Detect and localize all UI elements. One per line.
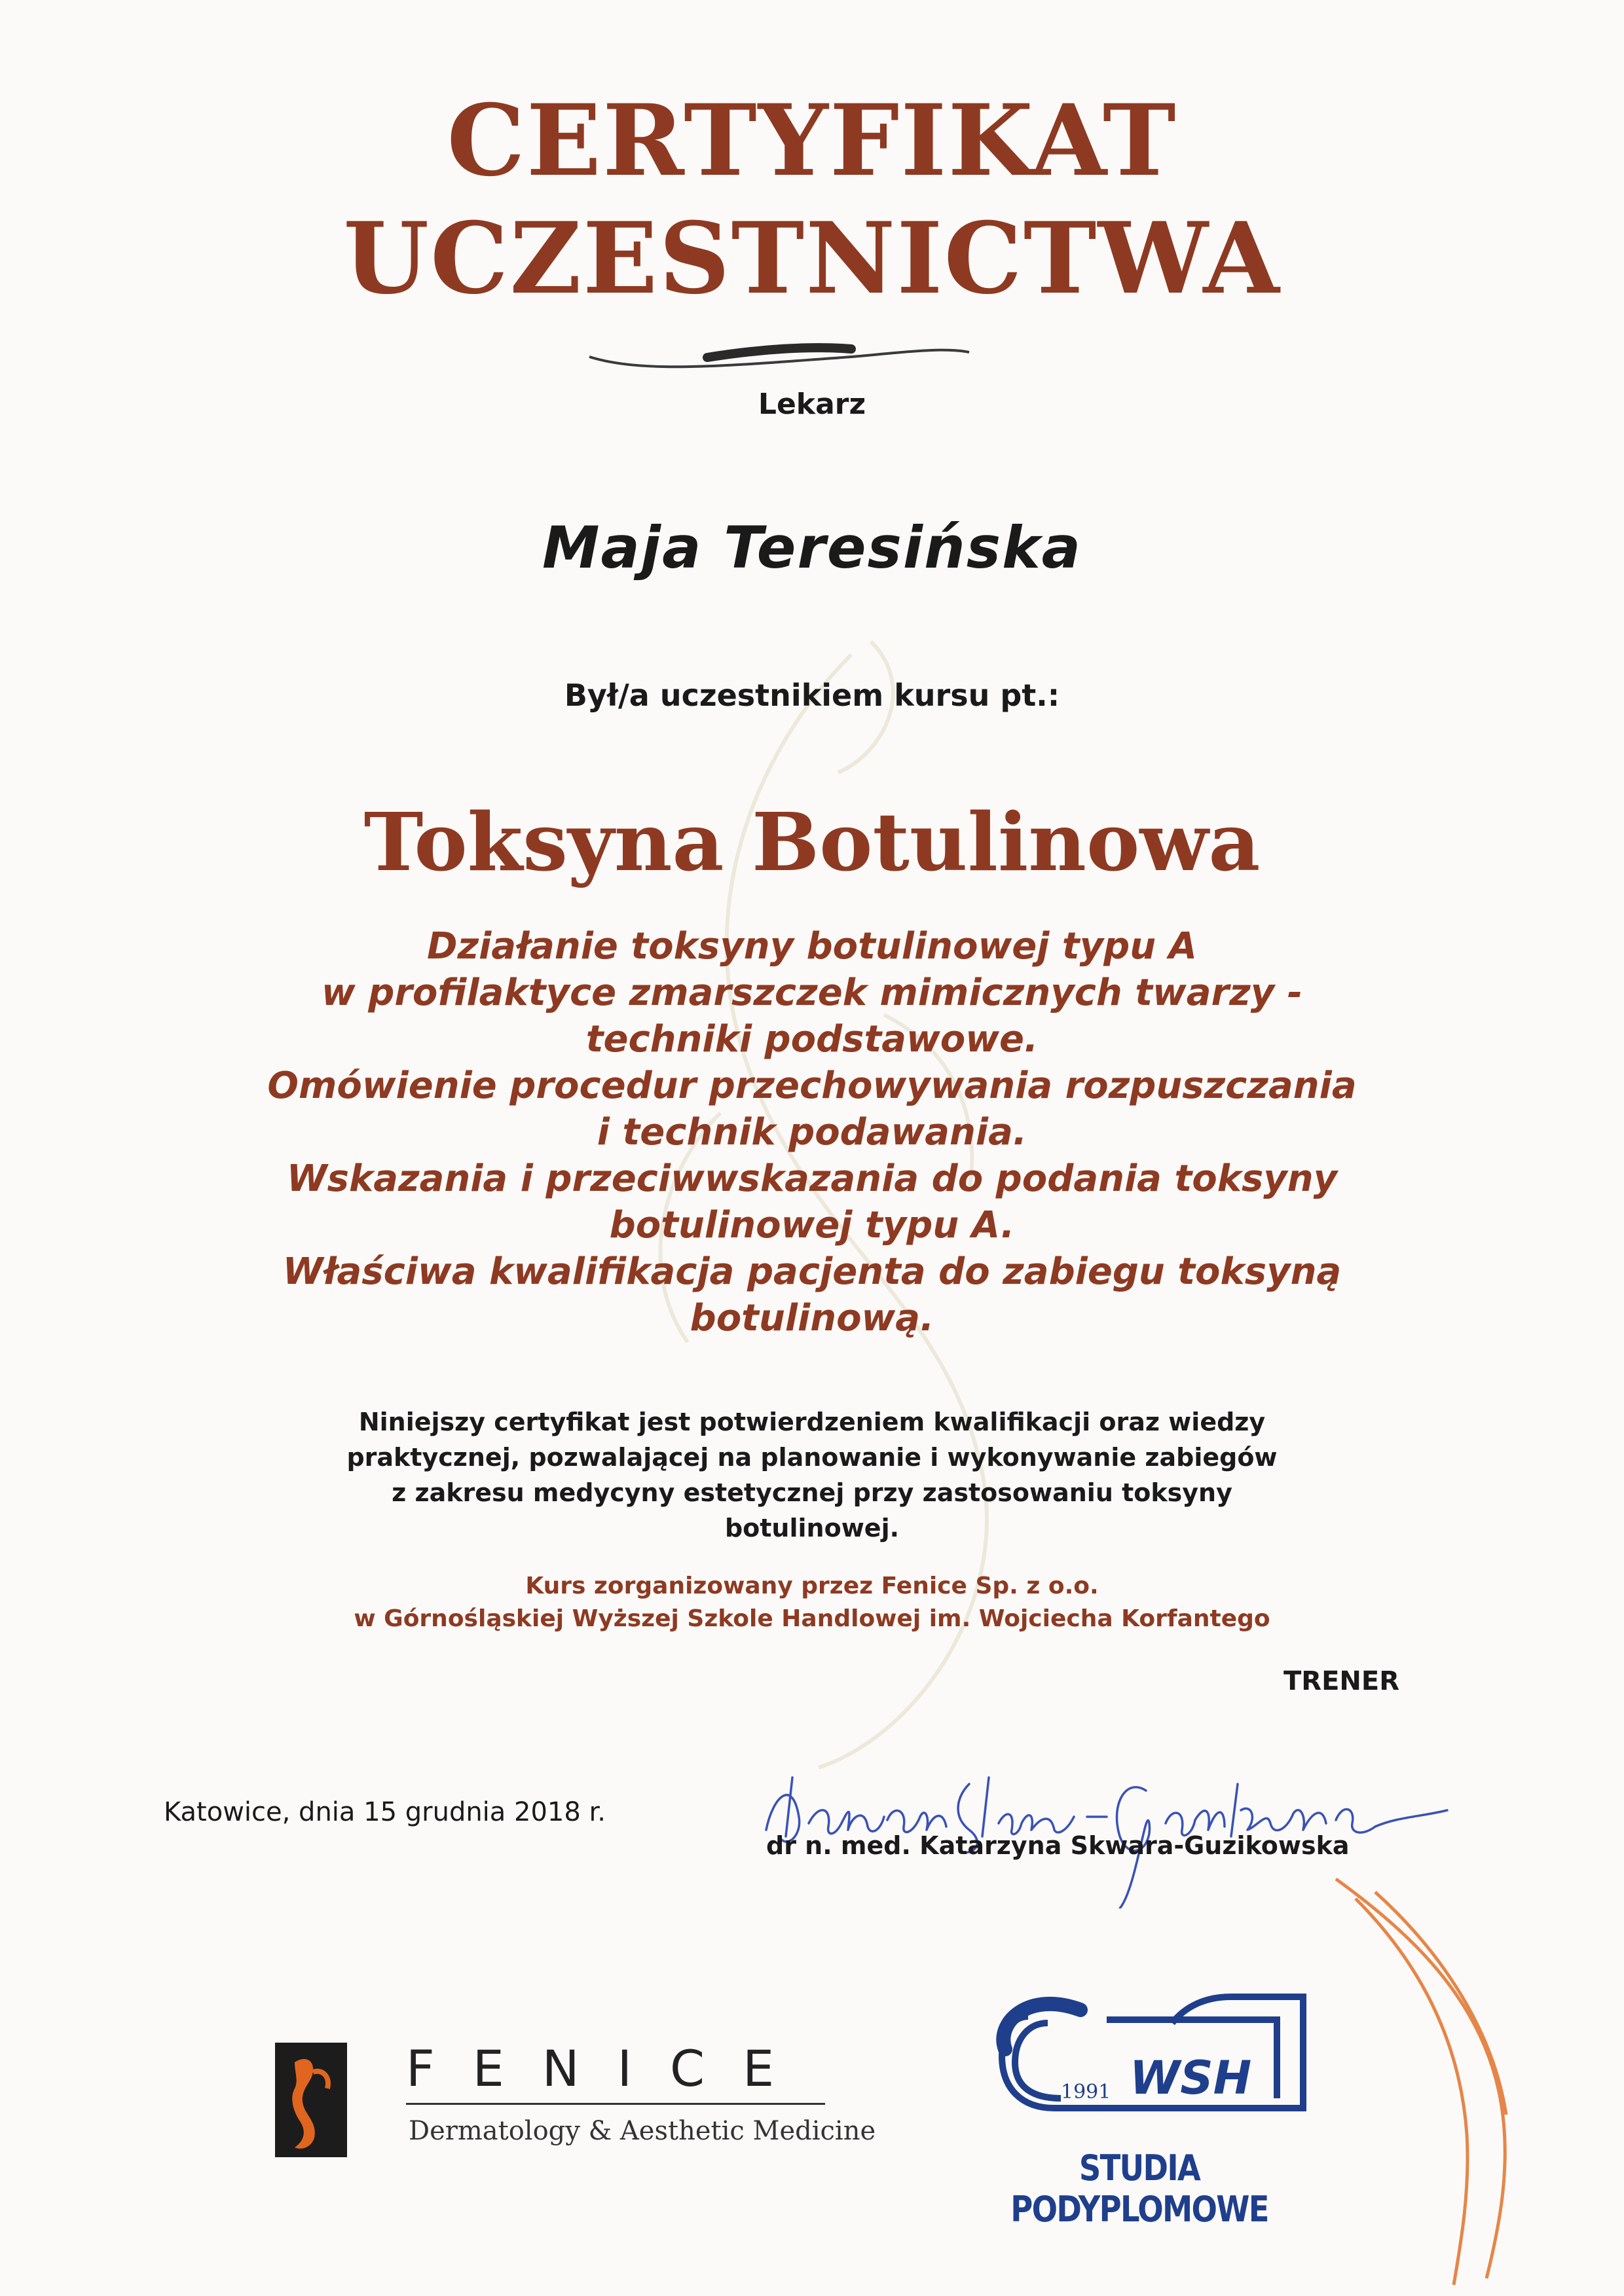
svg-text:WSH: WSH [1130, 2051, 1252, 2105]
fenice-figure-icon [275, 2043, 347, 2157]
trainer-signature [753, 1738, 1460, 1908]
description-line: i technik podawania. [597, 1111, 1027, 1154]
participant-name: Maja Teresińska [542, 514, 1082, 581]
certificate-statement [0, 1404, 1624, 1546]
statement-line: z zakresu medycyny estetycznej przy zastosowaniu toksyny [392, 1478, 1232, 1507]
statement-line: botulinowej. [724, 1514, 900, 1542]
trainer-name: dr n. med. Katarzyna Skwara-Guzikowska [766, 1831, 1350, 1860]
course-title: Toksyna Botulinowa [363, 795, 1261, 889]
description-line: Właściwa kwalifikacja pacjenta do zabiegu toksyną [282, 1250, 1342, 1293]
organizer-line: Kurs zorganizowany przez Fenice Sp. z o.o. [525, 1573, 1099, 1599]
organizer-line: w Górnośląskiej Wyższej Szkole Handlowej im. Wojciecha Korfantego [354, 1605, 1270, 1632]
statement-line: Niniejszy certyfikat jest potwierdzeniem kwalifikacji oraz wiedzy [358, 1408, 1266, 1436]
certificate-title-line1: CERTYFIKAT [447, 83, 1177, 198]
gwsh-logo-caption: STUDIA PODYPLOMOWE [1010, 2147, 1268, 2230]
fenice-logo-rule [406, 2103, 825, 2105]
course-description [0, 923, 1624, 1341]
description-line: botulinową. [690, 1297, 934, 1339]
participant-role: Lekarz [758, 388, 866, 421]
description-line: Omówienie procedur przechowywania rozpuszczania [267, 1065, 1357, 1107]
description-line: Działanie toksyny botulinowej typu A [427, 925, 1197, 968]
fenice-logo-name: FENICE [406, 2039, 813, 2098]
course-organizer [0, 1570, 1624, 1635]
description-line: Wskazania i przeciwwskazania do podania toksyny [286, 1157, 1338, 1200]
gwsh-logo [989, 1984, 1310, 2134]
place-and-date: Katowice, dnia 15 grudnia 2018 r. [164, 1797, 606, 1827]
fenice-logo-mark [275, 2043, 347, 2157]
course-intro: Był/a uczestnikiem kursu pt.: [564, 678, 1060, 713]
description-line: techniki podstawowe. [585, 1018, 1039, 1061]
trainer-label: TRENER [1283, 1666, 1400, 1696]
statement-line: praktycznej, pozwalającej na planowanie i wykonywanie zabiegów [346, 1443, 1278, 1472]
description-line: w profilaktyce zmarszczek mimicznych twarzy - [322, 972, 1302, 1014]
fenice-logo-tagline: Dermatology & Aesthetic Medicine [409, 2116, 876, 2146]
svg-text:1991: 1991 [1061, 2081, 1111, 2104]
description-line: botulinowej typu A. [609, 1204, 1015, 1247]
certificate-title-line2: UCZESTNICTWA [343, 201, 1281, 316]
